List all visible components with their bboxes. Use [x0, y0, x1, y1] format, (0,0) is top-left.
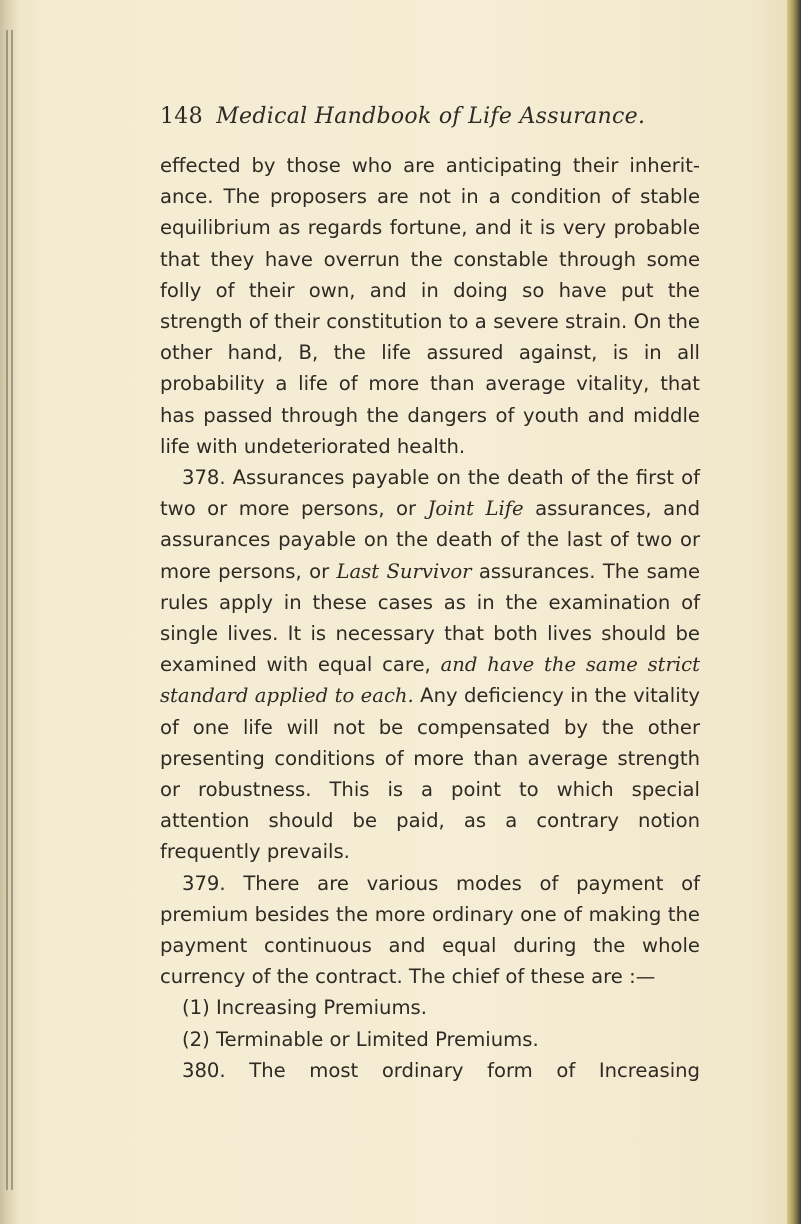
- paragraph-379: 379. There are various modes of payment of premium besides the more ordinary one of making the payment continuous and equal during the whole currency of the contract. The chief of these are :—: [160, 871, 700, 989]
- paragraph-continuation: effected by those who are anticipating their inherit-ance. The proposers are not in a condition of stable equilibrium as regards fortune, and it is very probable that they have overrun the constable through some folly of their own, and in doing so have put the strength of their constitution to a severe strain. On the other hand, B, the life assured against, is in all probability a life of more than average vitality, that has passed through the dangers of youth and middle life with undeteriorated health.: [160, 154, 700, 458]
- gutter-line: [11, 30, 13, 1190]
- gutter-line: [6, 30, 8, 1190]
- emphasis-text: and have the same strict standard applied to each.: [160, 653, 700, 708]
- running-title: Medical Handbook of Life Assurance.: [216, 104, 646, 129]
- list-item: (2) Terminable or Limited Premiums.: [182, 1027, 539, 1051]
- running-header: [160, 104, 720, 129]
- term-last-survivor: Last Survivor: [336, 559, 472, 583]
- paragraph-378: 378. Assurances payable on the death of the first of two or more persons, or Joint Life assurances, and assurances payable on the death of the last of two or more persons, or Last Survivor assurances. The same rules apply in these cases as in the examination of single lives. It is necessary that both lives should be examined with equal care, and have the same strict standard applied to each. Any deficiency in the vitality of one life will not be compensated by the other presenting conditions of more than average strength or robustness. This is a point to which special attention should be paid, as a contrary notion frequently prevails.: [160, 466, 701, 864]
- page-edge: [787, 0, 801, 1224]
- page-gutter: [0, 0, 20, 1224]
- list-item: (1) Increasing Premiums.: [182, 996, 427, 1020]
- paragraph-380: 380. The most ordinary form of Increasing: [182, 1058, 700, 1082]
- body-text: [160, 150, 700, 1086]
- term-joint-life: Joint Life: [427, 497, 524, 521]
- page-number: 148: [160, 104, 203, 129]
